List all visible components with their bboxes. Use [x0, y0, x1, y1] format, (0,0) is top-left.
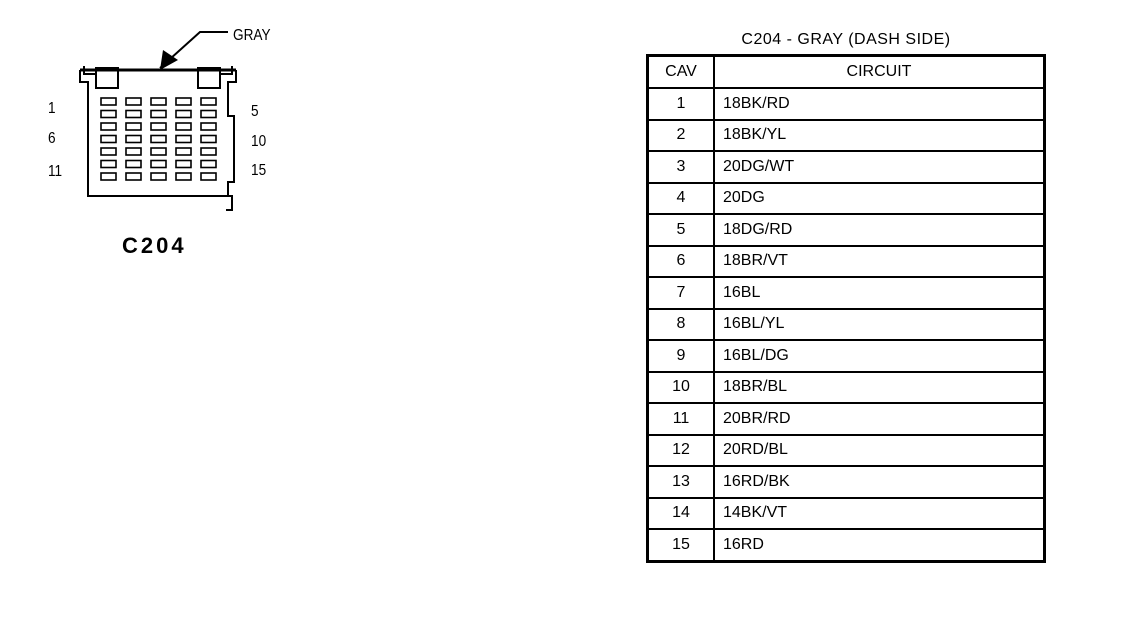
pin-label-6: 6 [48, 130, 56, 147]
header-cav: CAV [648, 56, 715, 89]
cavity-slot [151, 123, 166, 130]
cell-cav: 15 [648, 529, 715, 561]
cavity-slot [201, 111, 216, 118]
cell-cav: 12 [648, 435, 715, 467]
cavity-slot [126, 173, 141, 180]
cavity-slot [126, 161, 141, 168]
cavity-slot [101, 161, 116, 168]
cell-circuit: 16RD/BK [714, 466, 1045, 498]
cavity-slot [126, 98, 141, 105]
table-row [648, 529, 1045, 561]
cavity-slot [126, 111, 141, 118]
cavity-slot [101, 98, 116, 105]
cell-cav: 4 [648, 183, 715, 215]
table-row [648, 340, 1045, 372]
table-row [648, 246, 1045, 278]
cell-circuit: 16RD [714, 529, 1045, 561]
table-row [648, 120, 1045, 152]
cavity-slot [176, 123, 191, 130]
table-row [648, 466, 1045, 498]
table-title: C204 - GRAY (DASH SIDE) [741, 31, 951, 48]
cell-cav: 2 [648, 120, 715, 152]
cell-cav: 13 [648, 466, 715, 498]
table-row [648, 403, 1045, 435]
cavity-slot [151, 98, 166, 105]
cell-cav: 9 [648, 340, 715, 372]
cavity-slot [176, 173, 191, 180]
pinout-table [646, 54, 1046, 563]
pin-label-10: 10 [251, 133, 267, 150]
table-row [648, 372, 1045, 404]
cavity-slot [151, 173, 166, 180]
cell-circuit: 20DG/WT [714, 151, 1045, 183]
table-row [648, 435, 1045, 467]
cavity-slot [176, 161, 191, 168]
cell-circuit: 14BK/VT [714, 498, 1045, 530]
cell-cav: 8 [648, 309, 715, 341]
cell-circuit: 18BK/RD [714, 88, 1045, 120]
cavity-slot [151, 148, 166, 155]
cell-cav: 7 [648, 277, 715, 309]
cell-circuit: 18DG/RD [714, 214, 1045, 246]
table-row [648, 498, 1045, 530]
cavity-slot [201, 173, 216, 180]
cell-circuit: 18BK/YL [714, 120, 1045, 152]
cavity-slot [126, 148, 141, 155]
cavity-slot [201, 123, 216, 130]
cavity-slot [176, 111, 191, 118]
table-header-row [648, 56, 1045, 89]
cell-circuit: 20BR/RD [714, 403, 1045, 435]
cell-circuit: 18BR/BL [714, 372, 1045, 404]
cavity-slot [201, 161, 216, 168]
cell-cav: 6 [648, 246, 715, 278]
cell-circuit: 20DG [714, 183, 1045, 215]
header-circuit: CIRCUIT [714, 56, 1045, 89]
cavity-slot [176, 98, 191, 105]
cavity-slot [101, 111, 116, 118]
pin-label-15: 15 [251, 162, 267, 179]
cavity-slot [126, 136, 141, 143]
pin-label-1: 1 [48, 100, 56, 117]
cell-cav: 10 [648, 372, 715, 404]
cavity-slot [176, 148, 191, 155]
cavity-slot [176, 136, 191, 143]
cell-cav: 14 [648, 498, 715, 530]
connector-diagram [0, 0, 320, 280]
connector-body [80, 66, 236, 210]
cavity-slot [126, 123, 141, 130]
cell-cav: 5 [648, 214, 715, 246]
cell-circuit: 16BL/YL [714, 309, 1045, 341]
cell-circuit: 18BR/VT [714, 246, 1045, 278]
table-row [648, 88, 1045, 120]
cavity-slot [151, 111, 166, 118]
pin-label-5: 5 [251, 103, 259, 120]
table-row [648, 214, 1045, 246]
cavity-slot [101, 136, 116, 143]
cavity-slot [151, 136, 166, 143]
table-row [648, 183, 1045, 215]
table-body [648, 88, 1045, 561]
color-label: GRAY [233, 27, 271, 44]
cavity-slot [151, 161, 166, 168]
cell-circuit: 16BL [714, 277, 1045, 309]
table-row [648, 151, 1045, 183]
pin-label-11: 11 [48, 163, 63, 180]
cell-circuit: 16BL/DG [714, 340, 1045, 372]
cavity-slot [201, 98, 216, 105]
cavity-slot [101, 173, 116, 180]
cell-cav: 11 [648, 403, 715, 435]
table-row [648, 309, 1045, 341]
cell-cav: 3 [648, 151, 715, 183]
cell-circuit: 20RD/BL [714, 435, 1045, 467]
cavity-slot [101, 123, 116, 130]
cavity-slot [201, 148, 216, 155]
connector-name: C204 [122, 233, 187, 258]
table-row [648, 277, 1045, 309]
cell-cav: 1 [648, 88, 715, 120]
cavity-grid [101, 98, 216, 180]
pinout-table-block [646, 30, 1046, 563]
cavity-slot [201, 136, 216, 143]
cavity-slot [101, 148, 116, 155]
